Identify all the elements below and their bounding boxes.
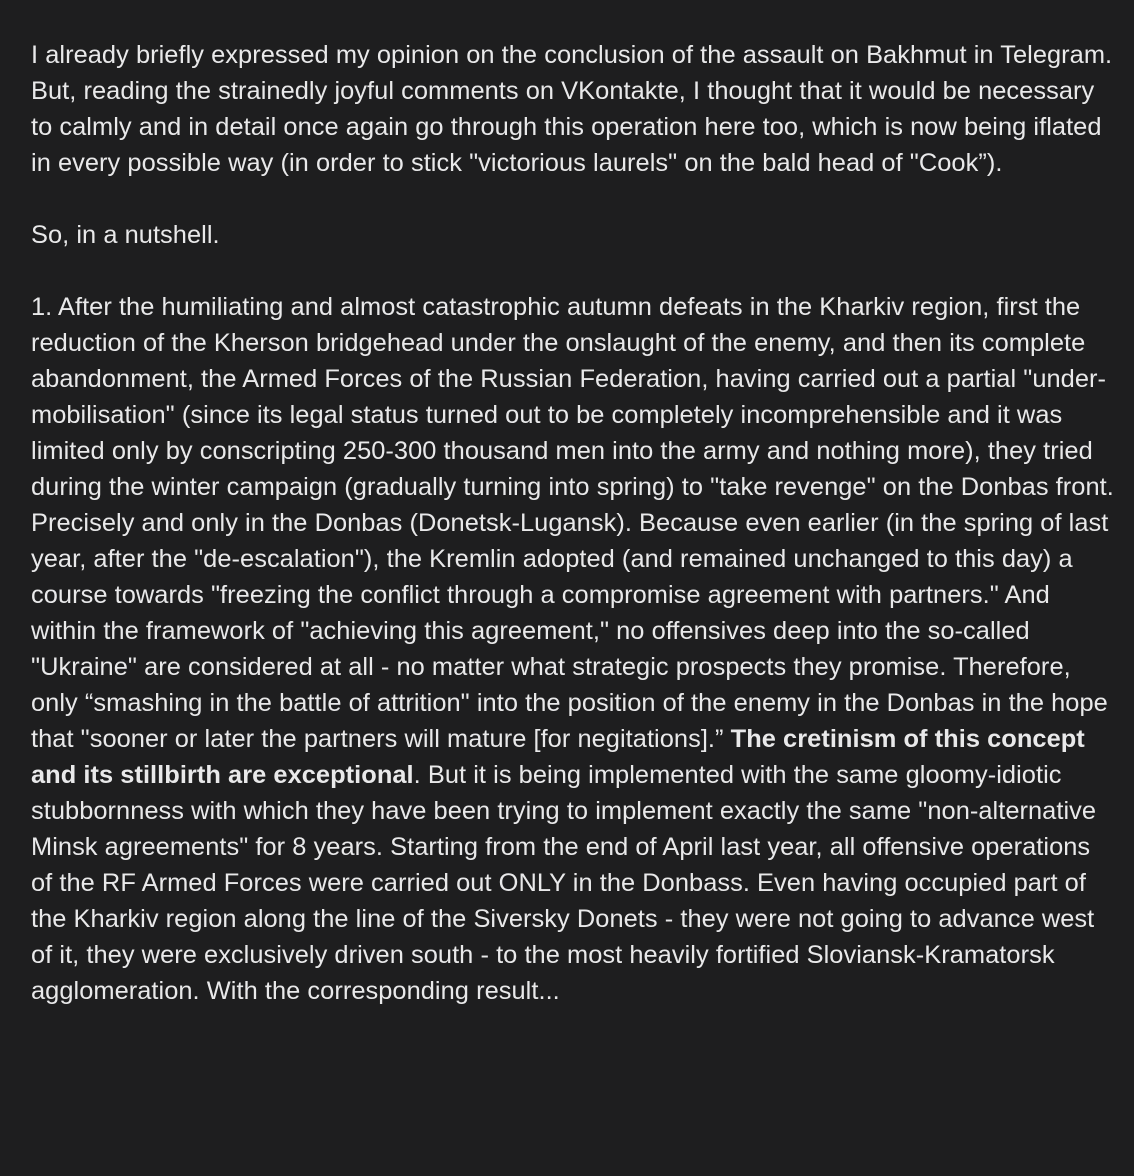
summary-lead-paragraph: So, in a nutshell. (31, 221, 220, 249)
intro-paragraph: I already briefly expressed my opinion on the conclusion of the assault on Bakhmut in Telegram. But, reading the strainedly joyful comments on VKontakte, I thought that it would be necessary to calmly and in detail once again go through this operation here too, which is now being iflated in every possible way (in order to stick "victorious laurels" on the bald head of "Cook”). (31, 41, 1113, 177)
point-1-text-after-emphasis: . But it is being implemented with the same gloomy-idiotic stubbornness with which they have been trying to implement exactly the same "non-alternative Minsk agreements" for 8 years. Starting from the end of April last year, all offensive operations of the RF Armed Forces were carried out ONLY in the Donbass. Even having occupied part of the Kharkiv region along the line of the Siversky Donets - they were not going to advance west of it, they were exclusively driven south - to the most heavily fortified Sloviansk-Kramatorsk agglomeration. With the corresponding result... (31, 761, 1097, 1005)
point-1-paragraph (31, 289, 1114, 1009)
point-1-emphasis: The cretinism of this concept and its stillbirth are exceptional (31, 725, 1085, 789)
point-1-text-before-emphasis: 1. After the humiliating and almost catastrophic autumn defeats in the Kharkiv region, first the reduction of the Kherson bridgehead under the onslaught of the enemy, and then its complete abandonment, the Armed Forces of the Russian Federation, having carried out a partial "under-mobilisation" (since its legal status turned out to be completely incomprehensible and it was limited only by conscripting 250-300 thousand men into the army and nothing more), they tried during the winter campaign (gradually turning into spring) to "take revenge" on the Donbas front. Precisely and only in the Donbas (Donetsk-Lugansk). Because even earlier (in the spring of last year, after the "de-escalation"), the Kremlin adopted (and remained unchanged to this day) a course towards "freezing the conflict through a compromise agreement with partners." And within the framework of "achieving this agreement," no offensives deep into the so-called "Ukraine" are considered at all - no matter what strategic prospects they promise. Therefore, only “smashing in the battle of attrition" into the position of the enemy in the Donbas in the hope that "sooner or later the partners will mature [for negitations].” (31, 293, 1114, 753)
